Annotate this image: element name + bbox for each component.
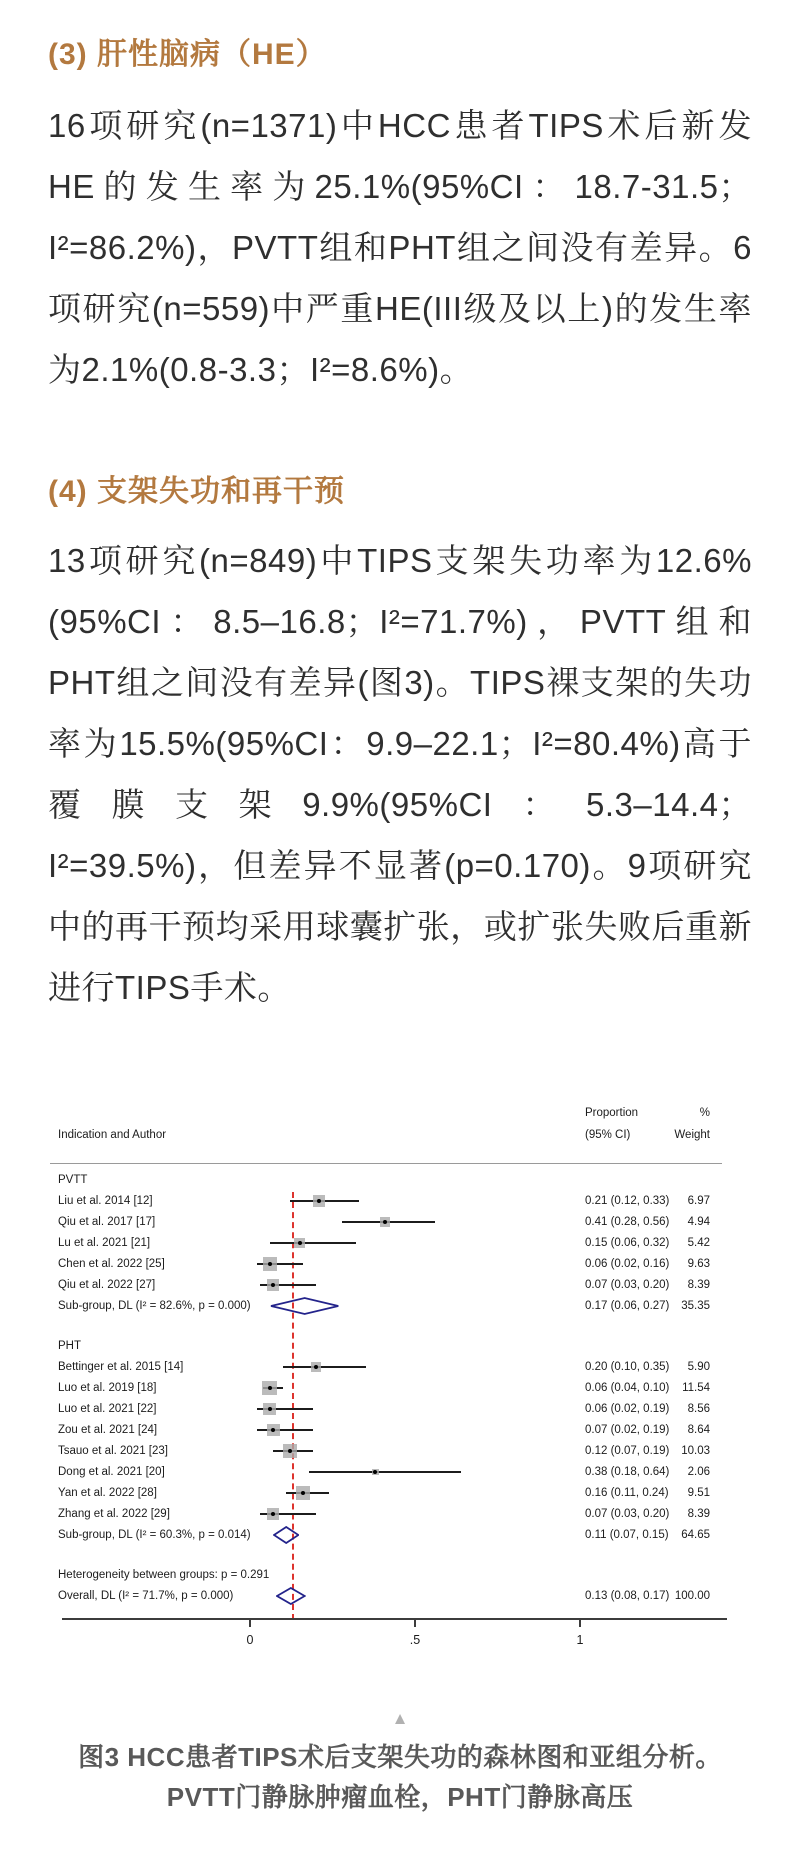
forest-ci-line	[257, 1429, 313, 1431]
forest-x-tick-label: .5	[409, 1633, 421, 1647]
forest-row-label: Zou et al. 2021 [24]	[58, 1424, 158, 1436]
forest-ci-value: 0.12 (0.07, 0.19)	[585, 1445, 670, 1457]
forest-x-tick-label: 1	[576, 1633, 584, 1647]
forest-point-estimate-dot	[268, 1386, 272, 1390]
figure-3-forest-plot	[0, 1088, 800, 1663]
forest-x-tick	[249, 1620, 251, 1627]
forest-proportion-subheader: (95% CI)	[585, 1129, 631, 1141]
forest-row-label: Zhang et al. 2022 [29]	[58, 1508, 170, 1520]
forest-ci-value: 0.41 (0.28, 0.56)	[585, 1216, 670, 1228]
forest-weight-value: 100.00	[674, 1590, 710, 1602]
forest-row-label: Tsauo et al. 2021 [23]	[58, 1445, 168, 1457]
forest-reference-line	[292, 1192, 294, 1620]
forest-summary-diamond	[273, 1526, 299, 1544]
forest-row-label: Dong et al. 2021 [20]	[58, 1466, 165, 1478]
forest-weight-header: %	[699, 1107, 710, 1119]
forest-row-label: Qiu et al. 2017 [17]	[58, 1216, 156, 1228]
forest-row-label: PHT	[58, 1340, 81, 1352]
forest-row-label: Bettinger et al. 2015 [14]	[58, 1361, 184, 1373]
forest-weight-subheader: Weight	[674, 1129, 710, 1141]
forest-summary-diamond	[276, 1587, 306, 1605]
forest-summary-diamond	[270, 1297, 339, 1315]
forest-row-label: Luo et al. 2021 [22]	[58, 1403, 157, 1415]
forest-x-tick	[414, 1620, 416, 1627]
forest-weight-value: 8.39	[687, 1508, 710, 1520]
forest-ci-value: 0.07 (0.02, 0.19)	[585, 1424, 670, 1436]
forest-row-label: Luo et al. 2019 [18]	[58, 1382, 157, 1394]
section-heading-he: (3) 肝性脑病（HE）	[48, 38, 327, 71]
forest-point-estimate-dot	[268, 1262, 272, 1266]
forest-weight-value: 11.54	[682, 1382, 710, 1394]
forest-point-estimate-dot	[288, 1449, 292, 1453]
figure-caption-line1: 图3 HCC患者TIPS术后支架失功的森林图和亚组分析。	[78, 1742, 722, 1772]
forest-ci-value: 0.13 (0.08, 0.17)	[585, 1590, 670, 1602]
section-stent-paragraph: 13项研究(n=849)中TIPS支架失功率为12.6%(95%CI：8.5–16.8；I²=71.7%)，PVTT组和PHT组之间没有差异(图3)。TIPS裸支架的失功率为15.5%(95%CI：9.9–22.1；I²=80.4%)高于覆膜支架9.9%(95%CI：5.3–14.4；I²=39.5%)，但差异不显著(p=0.170)。9项研究中的再干预均采用球囊扩张，或扩张失败后重新进行TIPS手术。	[48, 542, 752, 1006]
section-heading-stent: (4) 支架失功和再干预	[48, 475, 345, 508]
forest-weight-value: 9.63	[687, 1258, 710, 1270]
forest-ci-value: 0.06 (0.02, 0.19)	[585, 1403, 670, 1415]
forest-weight-value: 5.90	[687, 1361, 710, 1373]
forest-weight-value: 9.51	[687, 1487, 710, 1499]
forest-point-estimate-dot	[268, 1407, 272, 1411]
forest-x-tick	[579, 1620, 581, 1627]
forest-weight-value: 64.65	[681, 1529, 710, 1541]
figure-caption	[0, 1737, 800, 1817]
forest-point-estimate-dot	[314, 1365, 318, 1369]
forest-ci-value: 0.20 (0.10, 0.35)	[585, 1361, 670, 1373]
forest-row-label: Qiu et al. 2022 [27]	[58, 1279, 156, 1291]
forest-x-axis	[62, 1618, 727, 1620]
forest-row-label: Overall, DL (I² = 71.7%, p = 0.000)	[58, 1590, 234, 1602]
forest-weight-value: 2.06	[687, 1466, 710, 1478]
forest-weight-value: 8.56	[687, 1403, 710, 1415]
forest-ci-value: 0.06 (0.04, 0.10)	[585, 1382, 670, 1394]
forest-row-label: Chen et al. 2022 [25]	[58, 1258, 165, 1270]
forest-ci-value: 0.16 (0.11, 0.24)	[585, 1487, 669, 1499]
forest-header-divider	[50, 1163, 722, 1164]
forest-plot-canvas	[0, 1088, 800, 1663]
forest-weight-value: 10.03	[681, 1445, 710, 1457]
section-he-paragraph: 16项研究(n=1371)中HCC患者TIPS术后新发HE的发生率为25.1%(95%CI：18.7-31.5；I²=86.2%)，PVTT组和PHT组之间没有差异。6项研究(n=559)中严重HE(III级及以上)的发生率为2.1%(0.8-3.3；I²=8.6%)。	[48, 107, 752, 388]
forest-ci-value: 0.38 (0.18, 0.64)	[585, 1466, 670, 1478]
forest-weight-value: 8.39	[687, 1279, 710, 1291]
triangle-up-icon: ▲	[391, 1709, 409, 1728]
forest-point-estimate-dot	[301, 1491, 305, 1495]
forest-ci-line	[270, 1242, 356, 1244]
forest-proportion-header: Proportion	[585, 1107, 639, 1119]
forest-row-label: Sub-group, DL (I² = 60.3%, p = 0.014)	[58, 1529, 251, 1541]
forest-left-column-header: Indication and Author	[58, 1129, 167, 1141]
forest-ci-value: 0.07 (0.03, 0.20)	[585, 1279, 670, 1291]
forest-row-label: Yan et al. 2022 [28]	[58, 1487, 157, 1499]
figure-caption-line2: PVTT门静脉肿瘤血栓，PHT门静脉高压	[166, 1782, 634, 1812]
forest-ci-value: 0.11 (0.07, 0.15)	[585, 1529, 669, 1541]
forest-weight-value: 35.35	[681, 1300, 710, 1312]
forest-weight-value: 6.97	[687, 1195, 710, 1207]
forest-weight-value: 8.64	[687, 1424, 710, 1436]
forest-ci-value: 0.15 (0.06, 0.32)	[585, 1237, 670, 1249]
forest-ci-value: 0.17 (0.06, 0.27)	[585, 1300, 670, 1312]
forest-row-label: Liu et al. 2014 [12]	[58, 1195, 153, 1207]
forest-row-label: Sub-group, DL (I² = 82.6%, p = 0.000)	[58, 1300, 251, 1312]
forest-row-label: PVTT	[58, 1174, 88, 1186]
forest-x-tick-label: 0	[246, 1633, 254, 1647]
forest-weight-value: 4.94	[687, 1216, 710, 1228]
forest-weight-value: 5.42	[687, 1237, 710, 1249]
forest-ci-value: 0.07 (0.03, 0.20)	[585, 1508, 670, 1520]
forest-row-label: Lu et al. 2021 [21]	[58, 1237, 151, 1249]
article	[0, 33, 800, 1817]
forest-ci-line	[309, 1471, 461, 1473]
forest-ci-line	[283, 1366, 366, 1368]
forest-ci-value: 0.21 (0.12, 0.33)	[585, 1195, 670, 1207]
forest-ci-value: 0.06 (0.02, 0.16)	[585, 1258, 670, 1270]
forest-row-label: Heterogeneity between groups: p = 0.291	[58, 1569, 270, 1581]
forest-point-estimate-dot	[298, 1241, 302, 1245]
